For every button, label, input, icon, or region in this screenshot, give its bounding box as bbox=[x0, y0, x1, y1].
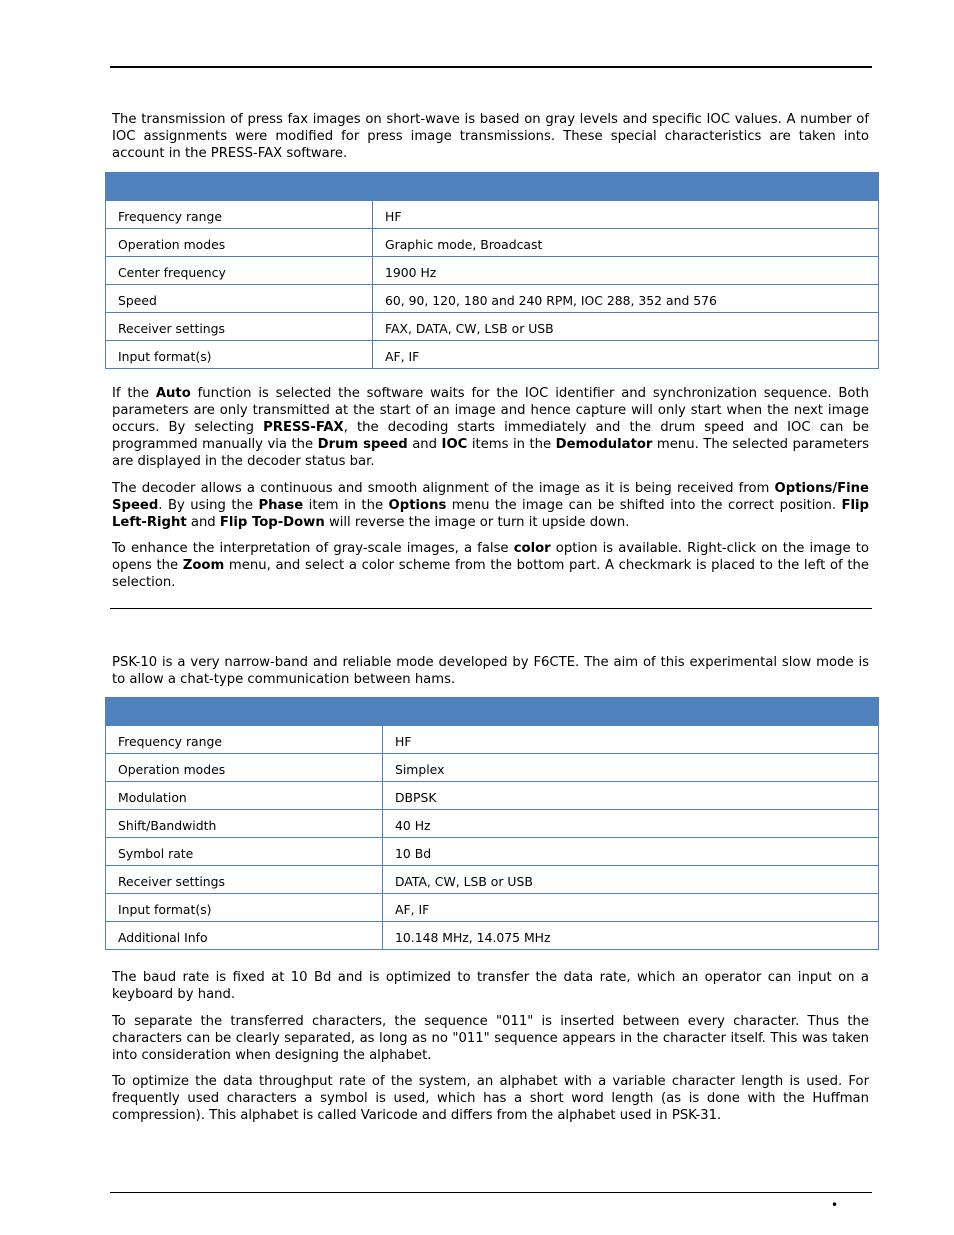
term-flip-top-down: Flip Top-Down bbox=[219, 515, 325, 530]
table-cell: Receiver settings bbox=[106, 866, 383, 894]
table-cell: DBPSK bbox=[383, 782, 879, 810]
table-cell: FAX, DATA, CW, LSB or USB bbox=[373, 313, 879, 341]
table-row bbox=[106, 285, 879, 313]
table-row bbox=[106, 922, 879, 950]
text-run: , the decoding starts immediately and the drum speed and IOC can be programmed manually via the bbox=[112, 420, 869, 452]
term-auto: Auto bbox=[155, 386, 191, 401]
pressfax-auto-paragraph bbox=[112, 385, 869, 470]
term-options-fine-speed: Options/Fine Speed bbox=[112, 481, 869, 513]
table-cell: Modulation bbox=[106, 782, 383, 810]
table-row bbox=[106, 201, 879, 229]
table-cell: Simplex bbox=[383, 754, 879, 782]
psk10-spec-table bbox=[105, 697, 879, 950]
text-run: will reverse the image or turn it upside down. bbox=[324, 515, 630, 530]
table-cell: HF bbox=[383, 726, 879, 754]
section-divider bbox=[110, 608, 872, 609]
table-row bbox=[106, 838, 879, 866]
footer-bullet: • bbox=[831, 1198, 839, 1212]
term-flip-left-right: Flip Left-Right bbox=[112, 498, 869, 530]
table-header-cell bbox=[106, 173, 373, 201]
text-run: function is selected the software waits for the IOC identifier and synchronization sequence. Both parameters are only transmitted at the start of an image and hence capture will only start when the next image occurs. By selecting bbox=[112, 386, 869, 435]
table-cell: Speed bbox=[106, 285, 373, 313]
table-row bbox=[106, 257, 879, 285]
table-cell: Operation modes bbox=[106, 229, 373, 257]
table-cell: 10.148 MHz, 14.075 MHz bbox=[383, 922, 879, 950]
header-rule bbox=[110, 66, 872, 68]
text-run: and bbox=[186, 515, 220, 530]
term-press-fax: PRESS-FAX bbox=[263, 420, 344, 435]
table-cell: Frequency range bbox=[106, 726, 383, 754]
term-zoom: Zoom bbox=[182, 558, 225, 573]
text-run: and bbox=[407, 437, 442, 452]
table-cell: Input format(s) bbox=[106, 341, 373, 369]
table-cell: Input format(s) bbox=[106, 894, 383, 922]
table-header-row bbox=[106, 698, 879, 726]
psk10-separation-paragraph: To separate the transferred characters, the sequence "011" is inserted between every character. Thus the characters can be clearly separated, as long as no "011" sequence appears in the character itself. This was taken into consideration when designing the alphabet. bbox=[112, 1014, 869, 1063]
psk10-baud-paragraph: The baud rate is fixed at 10 Bd and is optimized to transfer the data rate, which an operator can input on a keyboard by hand. bbox=[112, 970, 869, 1002]
table-row bbox=[106, 313, 879, 341]
term-phase: Phase bbox=[258, 498, 304, 513]
table-header-cell bbox=[373, 173, 879, 201]
table-cell: AF, IF bbox=[383, 894, 879, 922]
table-row bbox=[106, 341, 879, 369]
table-row bbox=[106, 754, 879, 782]
term-ioc: IOC bbox=[441, 437, 468, 452]
table-row bbox=[106, 726, 879, 754]
psk10-varicode-paragraph: To optimize the data throughput rate of the system, an alphabet with a variable character length is used. For frequently used characters a symbol is used, which has a short word length (as is done with the Huffman compression). This alphabet is called Varicode and differs from the alphabet used in PSK-31. bbox=[112, 1074, 869, 1123]
text-run: menu, and select a color scheme from the bottom part. A checkmark is placed to the left of the selection. bbox=[112, 558, 869, 590]
table-header-row bbox=[106, 173, 879, 201]
table-cell: 60, 90, 120, 180 and 240 RPM, IOC 288, 352 and 576 bbox=[373, 285, 879, 313]
table-cell: HF bbox=[373, 201, 879, 229]
table-header-cell bbox=[106, 698, 383, 726]
text-run: menu. The selected parameters are displayed in the decoder status bar. bbox=[112, 437, 869, 469]
text-run: item in the bbox=[303, 498, 389, 513]
table-cell: Frequency range bbox=[106, 201, 373, 229]
table-cell: 1900 Hz bbox=[373, 257, 879, 285]
term-demodulator: Demodulator bbox=[555, 437, 653, 452]
text-run: items in the bbox=[467, 437, 556, 452]
table-cell: AF, IF bbox=[373, 341, 879, 369]
footer-rule bbox=[110, 1192, 872, 1193]
table-cell: Graphic mode, Broadcast bbox=[373, 229, 879, 257]
term-color: color bbox=[513, 541, 551, 556]
text-run: . By using the bbox=[158, 498, 259, 513]
table-row bbox=[106, 229, 879, 257]
table-cell: 40 Hz bbox=[383, 810, 879, 838]
text-run: menu the image can be shifted into the correct position. bbox=[446, 498, 842, 513]
pressfax-spec-table bbox=[105, 172, 879, 369]
text-run: To enhance the interpretation of gray-scale images, a false bbox=[112, 541, 514, 556]
table-row bbox=[106, 866, 879, 894]
table-cell: 10 Bd bbox=[383, 838, 879, 866]
table-cell: Shift/Bandwidth bbox=[106, 810, 383, 838]
table-cell: Operation modes bbox=[106, 754, 383, 782]
text-run: The decoder allows a continuous and smooth alignment of the image as it is being received from bbox=[112, 481, 775, 496]
text-run: If the bbox=[112, 386, 156, 401]
table-cell: Additional Info bbox=[106, 922, 383, 950]
table-cell: Receiver settings bbox=[106, 313, 373, 341]
psk10-intro: PSK-10 is a very narrow-band and reliable mode developed by F6CTE. The aim of this experimental slow mode is to allow a chat-type communication between hams. bbox=[112, 655, 869, 687]
table-header-cell bbox=[383, 698, 879, 726]
pressfax-intro: The transmission of press fax images on short-wave is based on gray levels and specific IOC values. A number of IOC assignments were modified for press image transmissions. These special characteristics are taken into account in the PRESS-FAX software. bbox=[112, 112, 869, 161]
table-cell: Center frequency bbox=[106, 257, 373, 285]
table-row bbox=[106, 810, 879, 838]
pressfax-color-paragraph bbox=[112, 540, 869, 591]
pressfax-alignment-paragraph bbox=[112, 480, 869, 531]
term-drum-speed: Drum speed bbox=[317, 437, 408, 452]
table-cell: DATA, CW, LSB or USB bbox=[383, 866, 879, 894]
table-row bbox=[106, 782, 879, 810]
table-cell: Symbol rate bbox=[106, 838, 383, 866]
table-row bbox=[106, 894, 879, 922]
term-options: Options bbox=[388, 498, 447, 513]
text-run: option is available. Right-click on the image to opens the bbox=[112, 541, 869, 573]
